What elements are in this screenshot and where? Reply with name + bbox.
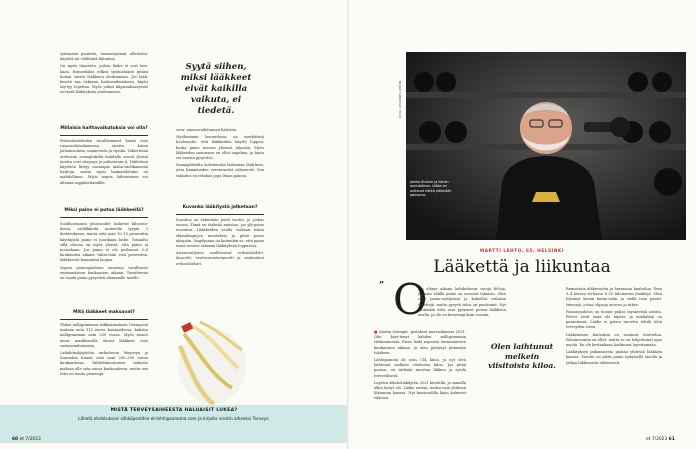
photo-caption: Jarkko Kivinen ja hänen ammattinsa. Lääke on auttanut häntä pitämään painonsa. [410,180,452,198]
quote-mark-icon: ” [379,281,385,291]
heading-side-effects: Millaisia haittavaikutuksia voi olla? [60,126,148,131]
divider [60,135,148,136]
page-number: 61 [668,437,675,442]
paragraph: Nopea painonpudotus onnistuu tavallisesti ensimmäisten kuukausien aikana. Tavoitteena on saada paino pysyvästi alemmalle tasolle. [60,265,148,281]
red-lead-marker: ■ [374,330,380,334]
divider [60,217,148,218]
divider [60,319,148,320]
left-col1-intro [60,52,148,116]
right-col2-body [566,287,662,434]
paragraph: Suositus on vähintään puoli vuotta, ja joskus vuosia. Tämä on tärkeää muistaa, jos ylä-paino uusiutuu. Lääkkeiden avulla voidaan tukea elämäntapojen muutoksia ja pitää paino alaspäin. Ongelmana on kuitenkin se, että paino usein nousee takaisin lääkityksen loppuessa. [176,218,264,249]
portrait-photo [406,52,686,240]
paragraph [374,330,466,356]
article-kicker: MARTTI LEHTO, 65, HELSINKI [479,248,565,253]
page-number: 60 [12,437,19,442]
paragraph: Pistovalmisteiden tavallisimmat haitat ovat ruoansulatuskanavan oireita, kuten pahoinvointia, ummetusta ja ripulia. Tabletteina otettavan semaglutidin kohdalla voivat yleisiä oireita ovat väsymys ja pahoinvoin-ti. Tablettien käyttöön liittyy useampia maha-suolikanavan haittoja, mutta myös haimatulehdus on mahdollinen. Myös nopea laihtuminen voi altistaa sappikivitaudille. [60,139,148,185]
gym-photo-illustration [406,52,686,240]
paragraph: Senaagluttidin kolesterolia lasketaan lääk-kein, jotta kammioiden verenvuodot vähenevät. Sen vaikutus on tehokas jopa ilman painoa. [176,163,264,178]
drop-cap: O [393,275,428,324]
heading-how-long: Kuvanko lääkitystä jatketaan? [182,205,258,210]
magazine-issue: et 7/2023 [646,437,668,442]
paragraph: Yhden milligramman viikkoannoksen Ozempiciä maksaa noin 115 euroa kuukaudessa, kahden milligramman noin 230 euroa. Myös monet muut markkinoilla olevat lääkkeet ovat vastaavanhintaisia. [60,323,148,348]
left-col2-how-long [176,218,264,296]
paragraph-text: Aloitin Ozempic -pistokset marraskuussa 2021. Olin käyt-tänyt kahden milligramman viikkoannosta. Paino laski nopeasti ensimmäisten kuukausien aikana, ja olen pystynyt pitämään tuloksen. [374,330,466,355]
banner-title: MISTÄ TERVEYSAIHEESTA HALUAISIT LUKEA? [110,408,238,413]
article-title: Lääkettä ja liikuntaa [433,257,611,277]
photo-credit: KUVA: JOHANNES WIEHN [398,81,402,118]
paragraph: Painonpudotus on tuonut paljon myönteisiä asioita. Polvet eivät enää ole kipeät, ja mielialani on parantunut. Lääke ei poista tarvetta tehdä töitä terveyden eteen. [566,309,662,330]
magazine-issue: et 7/2023 [19,437,41,442]
paragraph: Suolihormonin pitoisuudet laskevat kilvarau-dessa, eriiläkkeitä saataville tyypin 2 diabetekseen, mutta siitä noin 10–15 prosenttia käyttäjistä paino ei juurikaan laske. Toisaalta sillä ohessa on myös yleistä, että paino ei nousekaan. Jos paino ei ole pudonnut 5–6 kuukauden aikana vähin-tään viisi prosenttia, lääkkeestä kannattaa luopua. [60,222,148,263]
paragraph: On myös tilanteita, joiloin lääke ei sovi lain-kaan. Esimerkiksi selkeä syömishäiriö pitäisi hoitaa ennen lääkkeen aloittamista. Jos lääk-keestä saa vakavan haittavaikutuksen, käytti täy-tyy lopettaa. Myös jotkut kilpirauhassyövät es-tävät lääkityksen aloittamisen. [60,64,148,95]
paragraph: Lääkeminen kuitenkin on vaatinut totuttelua. Pahoinvointia on ollut, mutta se on helpottanut ajan myötä. En ole kertaakaan harkinnut lopettamista. [566,332,662,348]
left-col1-why-no-loss [60,222,148,304]
right-col1-intro [418,287,506,327]
paragraph: Laihdutuskäyttöön tarkoitetun Wegovyn ja Saxendan hinnat ovat noin 200–300 euroa kuukaudessa. Tablettimuotoinen valmiste maksaa alle sata euroa kuukaudessa, mutta sen teho on muita pienempi. [60,351,148,376]
page-gutter [347,0,349,449]
paragraph: Remontoin eläkevuotta ja harrastan kuntoilua. Teen 3–4 kertaa vii-kossa 8–10 kilometrin lenkkejä. Olen löytänyt kevan kunto-salin, ja siellä teen puntti-treenejä, joissa ohjaaja neuvoo ja tukee. [566,287,662,307]
left-col1-side-effects [60,139,148,203]
measuring-tape-icon [172,316,250,408]
paragraph: Lääkityksen jatkamisesta päätän yhdessä lääkärin kanssa. Tavoite on pitää paino nykyisellä tasolla ja jatkaa liikkumista aktiivisesti. [566,350,662,365]
heading-why-no-loss: Miksi paino ei putoa lääkkeellä? [64,208,144,213]
paragraph: seva- aineenvaihdunnan häiriöön. [176,128,238,132]
pull-quote-left: Syytä siihen, miksi lääkkeet eivät kaikilla vaikuta, ei tiedetä. [180,62,252,116]
paragraph: Lopetin alkoholinkäytön 2021 keväällä, ja samalla alkoi kevyt olo. Lääke auttaa, mutta vain yhdessä liikunnan kanssa. Nyt kuntosalilla käyn kolmesti viikossa. [374,380,466,401]
page-number-left [12,437,41,442]
caption-arrow-icon: ← [403,181,407,186]
paragraph: Asiantuntijoina osallistuivat erikoislääkäri, dosentti, ravitsemusterapeutti ja sisätautien erikoislääkäri. [176,251,264,266]
heading-cost: Mitä lääkkeet maksavat? [73,310,135,315]
divider [176,214,264,215]
banner-subtitle: Lähetä ehdotuksesi sähköpostitse et-lehti@sanoma.com ja kirjoita viestin aiheeksi Terveys. [78,416,270,421]
paragraph: Lähtöpainoni oli noin 114 kiloa, ja nyt olen laihtunut melkein viisitoista kiloa. Jos pitää painon, on tärkeää muistaa liikkua ja syödä terveellisesti. [374,358,466,378]
left-col2-text [176,128,264,198]
paragraph: len elänyt aikana laihduttanut satoja ki-loja, joissain välillä paino on noussut takaisin. Olen ollut paino-vartijoissa ja kokeillut erilaisia dieettejä, mutta pysyvä tulos on puuttunut. Nyt kuitenkin kilot ovat pysyneet poissa lääkkeen avulla, ja olo on kevyempi kuin vuosiin. [418,287,506,318]
page-number-right [646,437,675,442]
right-col1-body [374,330,466,434]
left-col1-cost [60,323,148,401]
paragraph: sytmiseen puutetta, tunnustyismiä, alkoholin-käyttöä tai väliltöntä liikuntaa. [60,52,148,62]
paragraph: Myöhemmin kuvuudessa on merkittävä huolenaihe, että lääkkeiden käyttö loppuu, koska paino nousee yleensä takaisin. Myös läkkeeden saatavuus on ollut ongelma, ja hinta voi nousta pysyvästi. [176,135,264,161]
pull-quote-right: Olen laihtunut melkein viisitoista kiloa. [488,342,556,371]
